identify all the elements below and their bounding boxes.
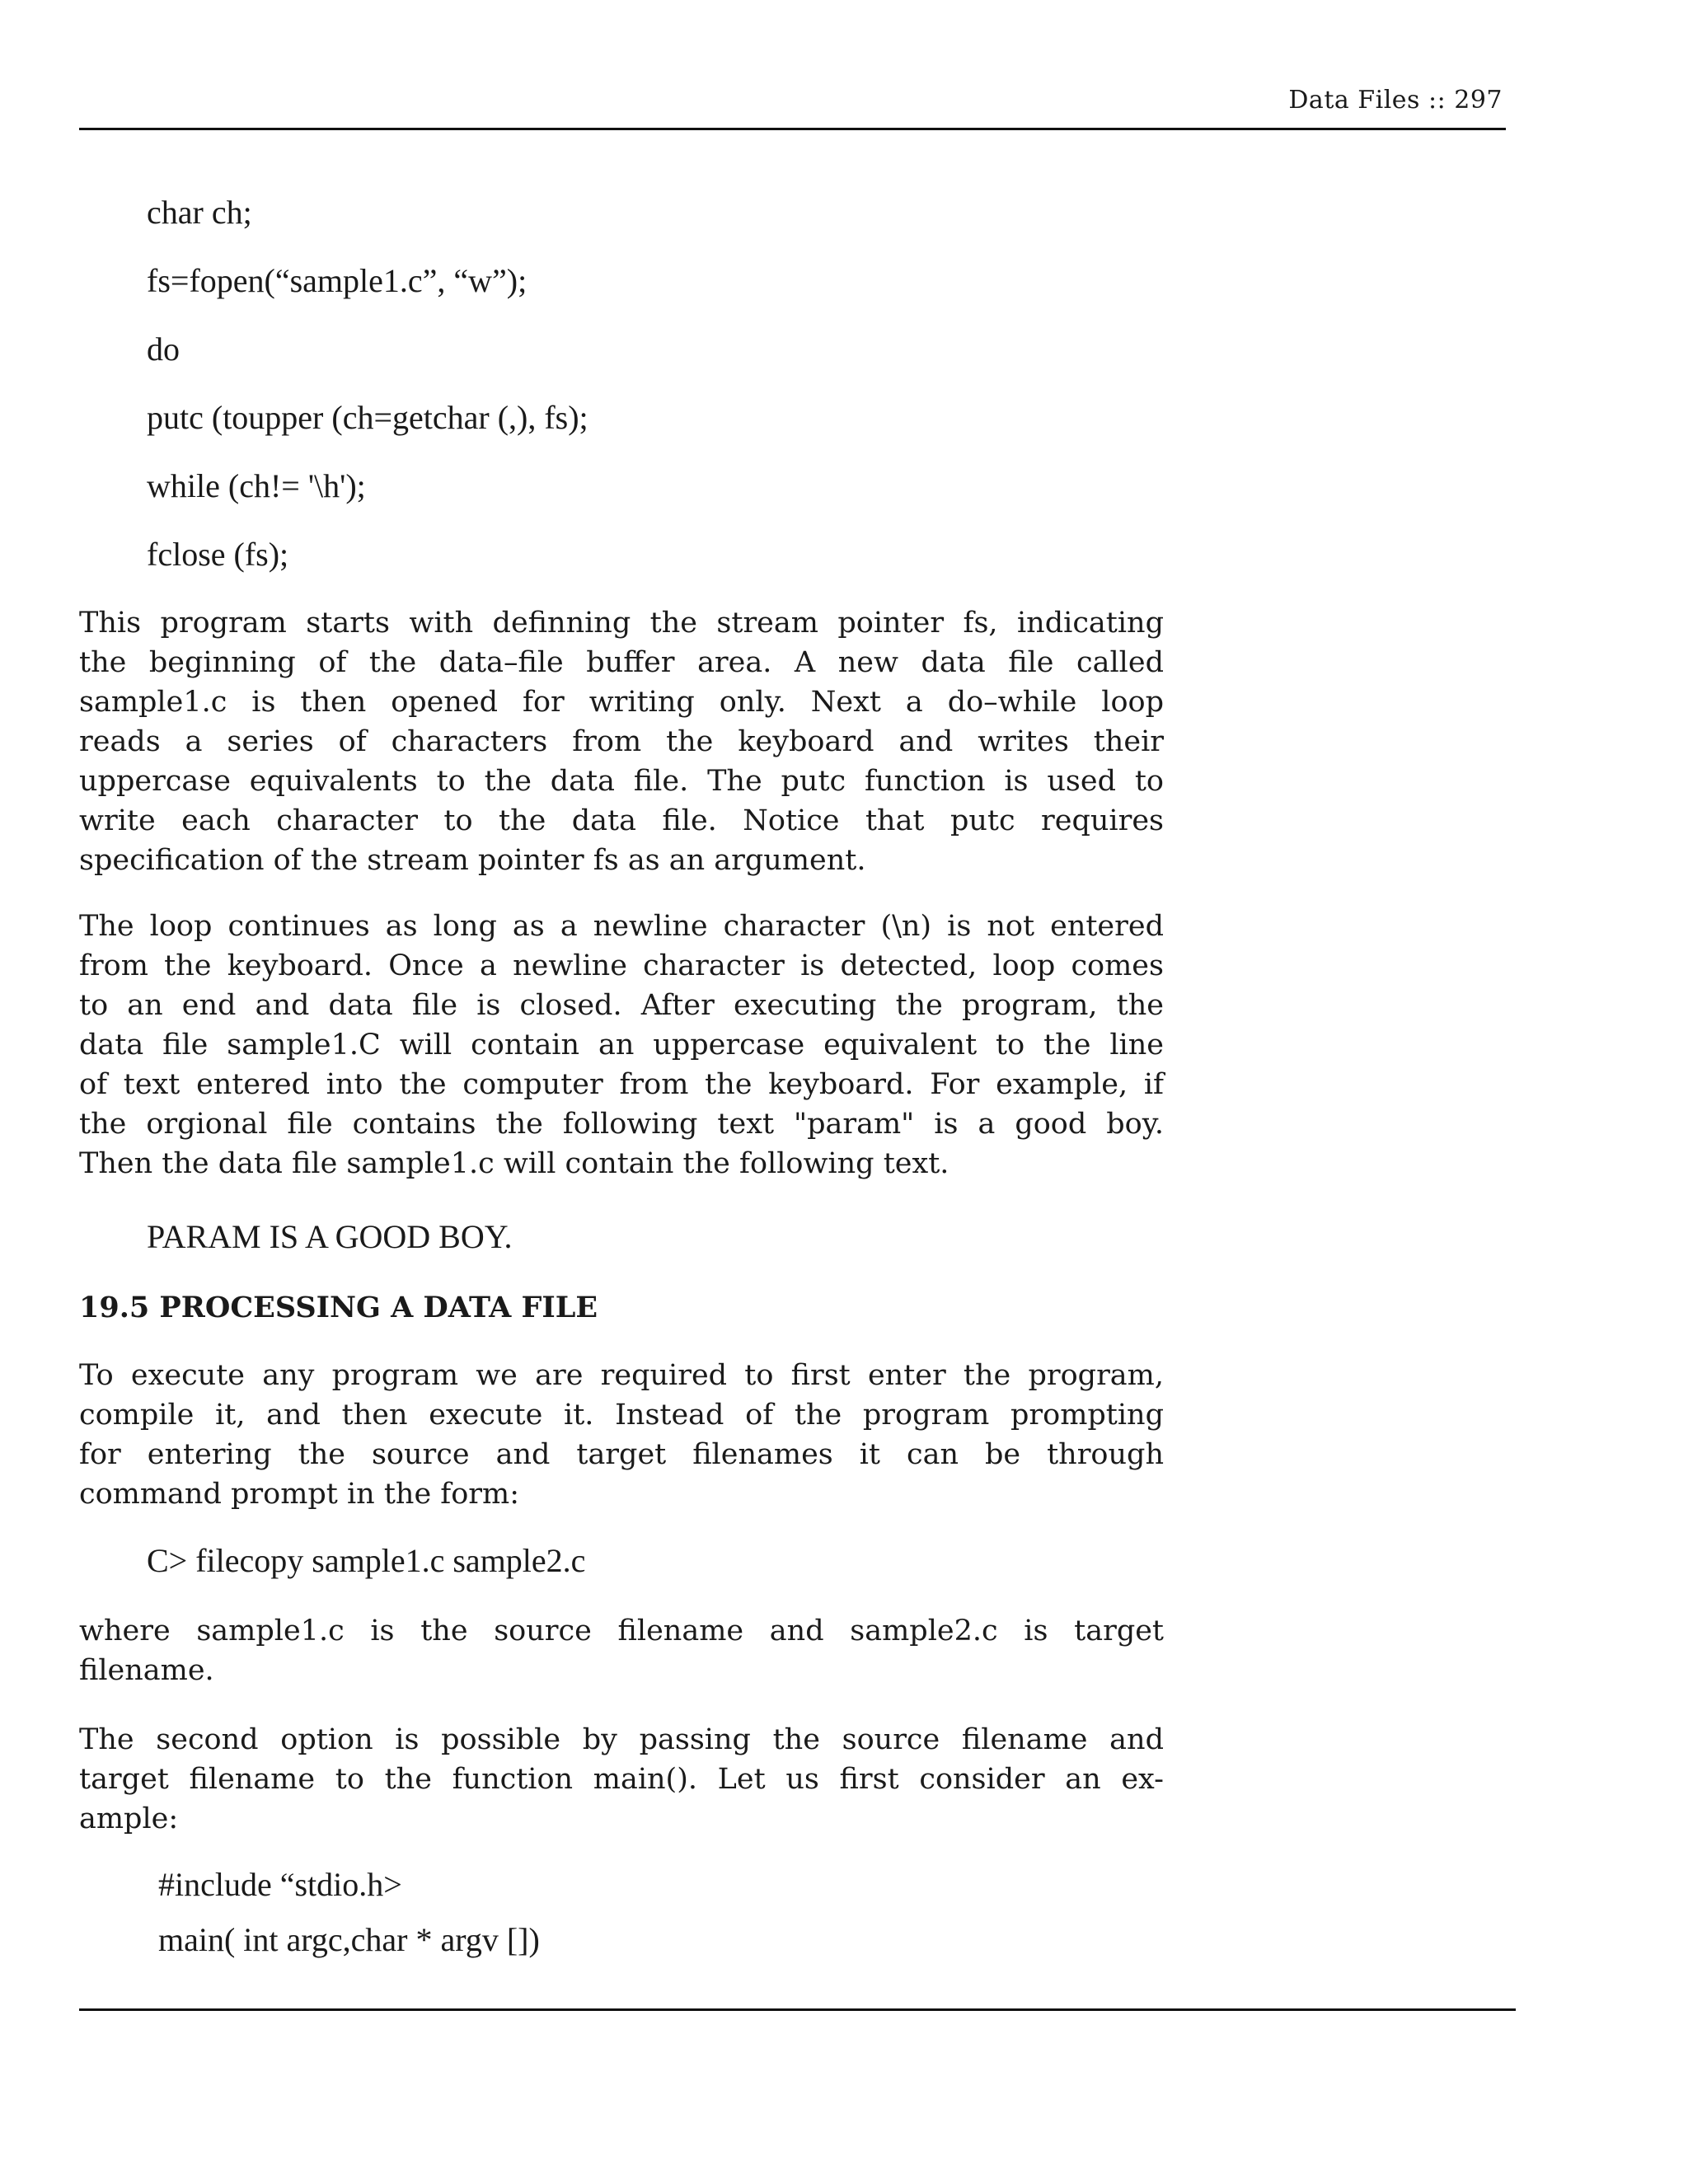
running-head: Data Files :: 297: [1288, 86, 1503, 115]
paragraph-line: the beginning of the data–file buffer area. A new data file called: [79, 646, 1164, 679]
example-output: PARAM IS A GOOD BOY.: [147, 1218, 513, 1255]
paragraph-line: specification of the stream pointer fs as an argument.: [79, 844, 866, 877]
paragraph-line: for entering the source and target filenames it can be through: [79, 1438, 1164, 1471]
body-paragraph: [79, 603, 1164, 880]
code-line: fs=fopen(“sample1.c”, “w”);: [147, 262, 528, 299]
code-line: putc (toupper (ch=getchar (,), fs);: [147, 399, 588, 436]
paragraph-line: sample1.c is then opened for writing only. Next a do–while loop: [79, 686, 1164, 719]
paragraph-line: target filename to the function main(). Let us first consider an ex-: [79, 1763, 1164, 1796]
paragraph-line: The second option is possible by passing the source filename and: [79, 1723, 1164, 1756]
paragraph-line: command prompt in the form:: [79, 1478, 520, 1511]
paragraph-line: filename.: [79, 1654, 214, 1687]
paragraph-line: The loop continues as long as a newline character (\n) is not entered: [79, 910, 1164, 943]
body-paragraph: [79, 907, 1164, 1183]
paragraph-line: uppercase equivalents to the data file. The putc function is used to: [79, 765, 1164, 798]
paragraph-line: reads a series of characters from the keyboard and writes their: [79, 725, 1164, 758]
footer-rule: [79, 2008, 1516, 2011]
paragraph-line: from the keyboard. Once a newline character is detected, loop comes: [79, 949, 1164, 982]
paragraph-line: Then the data file sample1.c will contain the following text.: [79, 1147, 950, 1180]
paragraph-line: of text entered into the computer from the keyboard. For example, if: [79, 1068, 1164, 1101]
body-paragraph: [79, 1720, 1164, 1839]
code-line: #include “stdio.h>: [158, 1866, 402, 1903]
paragraph-line: data file sample1.C will contain an uppercase equivalent to the line: [79, 1029, 1164, 1062]
paragraph-line: This program starts with definning the stream pointer fs, indicating: [79, 607, 1164, 640]
code-line: do: [147, 330, 180, 368]
paragraph-line: write each character to the data file. Notice that putc requires: [79, 804, 1164, 837]
body-paragraph: [79, 1356, 1164, 1514]
code-line: while (ch!= '\h');: [147, 467, 366, 504]
body-paragraph: [79, 1611, 1164, 1690]
paragraph-line: to an end and data file is closed. After executing the program, the: [79, 989, 1164, 1022]
code-line: fclose (fs);: [147, 536, 289, 573]
code-line: main( int argc,char * argv []): [158, 1921, 540, 1958]
paragraph-line: compile it, and then execute it. Instead of the program prompting: [79, 1399, 1164, 1432]
section-heading: 19.5 PROCESSING A DATA FILE: [79, 1291, 598, 1324]
paragraph-line: where sample1.c is the source filename and sample2.c is target: [79, 1615, 1164, 1647]
paragraph-line: the orgional file contains the following text "param" is a good boy.: [79, 1108, 1164, 1141]
header-rule: [79, 128, 1506, 130]
paragraph-line: To execute any program we are required to first enter the program,: [79, 1359, 1164, 1392]
paragraph-line: ample:: [79, 1802, 179, 1835]
command-example: C> filecopy sample1.c sample2.c: [147, 1542, 586, 1579]
code-line: char ch;: [147, 194, 252, 231]
